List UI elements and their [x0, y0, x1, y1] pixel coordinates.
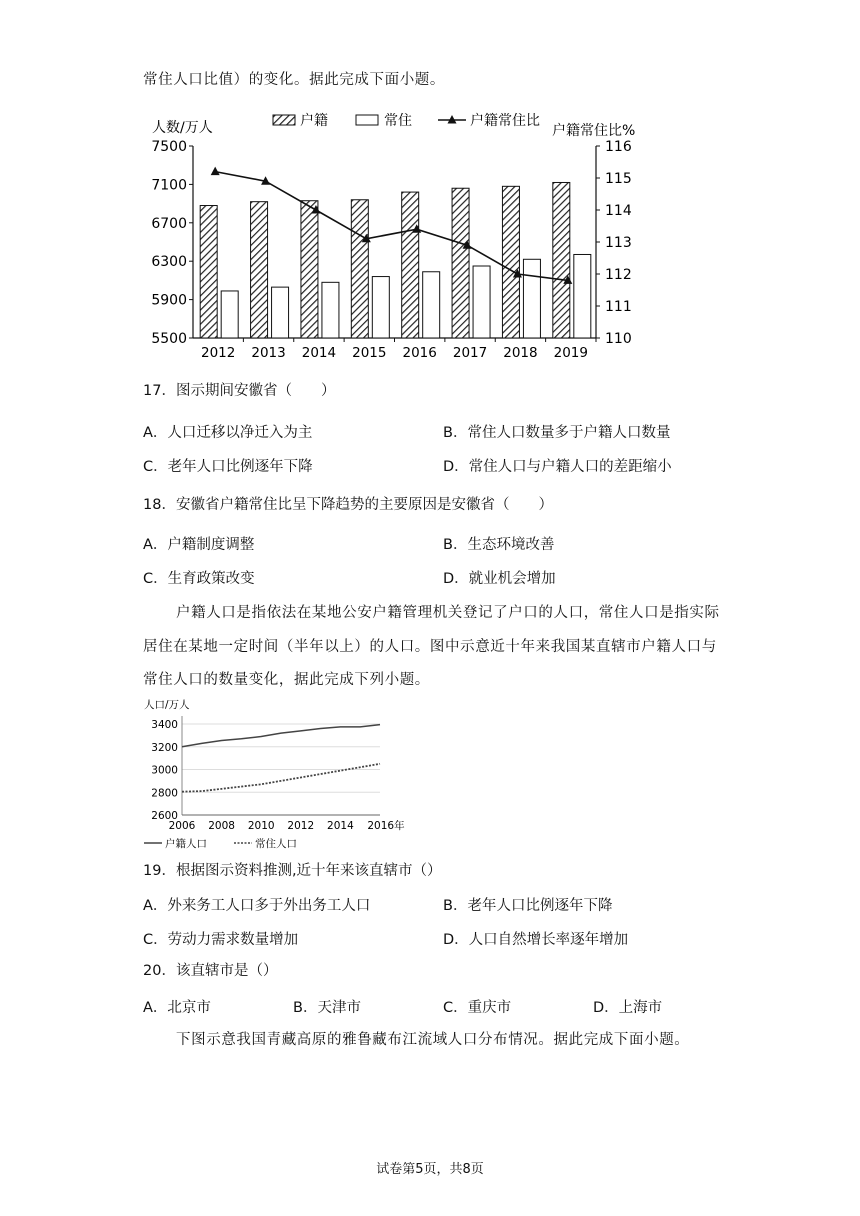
- huji-bar: [251, 202, 268, 338]
- intro-text: 常住人口比值）的变化。据此完成下面小题。: [143, 72, 445, 88]
- legend-huji-swatch: [273, 115, 295, 125]
- y-right-tick-label: 116: [605, 139, 632, 155]
- passage3-text: 下图示意我国青藏高原的雅鲁藏布江流域人口分布情况。据此完成下面小题。: [176, 1032, 690, 1048]
- huji-bar: [502, 186, 519, 338]
- changzhu-bar: [372, 277, 389, 338]
- y-tick-label: 3000: [151, 764, 178, 777]
- y-tick-label: 3200: [151, 741, 178, 754]
- x-tick-label: 2012: [287, 820, 315, 832]
- y-right-tick-label: 112: [605, 267, 632, 283]
- changzhu-bar: [322, 282, 339, 338]
- q19-option-c[interactable]: C．劳动力需求数量增加: [143, 932, 299, 948]
- x-tick-label: 2008: [208, 820, 235, 832]
- x-tick-label: 2019: [553, 345, 588, 361]
- y-right-tick-label: 113: [605, 235, 632, 251]
- x-tick-label: 2014: [327, 820, 354, 832]
- x-tick-label: 2015: [352, 345, 387, 361]
- huji-line: [182, 725, 380, 747]
- y-left-axis-title: 人数/万人: [152, 120, 213, 136]
- changzhu-bar: [574, 254, 591, 338]
- y-right-tick-label: 115: [605, 171, 632, 187]
- y-left-tick-label: 6700: [151, 215, 187, 232]
- legend-ratio-label: 户籍常住比: [470, 113, 540, 129]
- q18-stem: 18．安徽省户籍常住比呈下降趋势的主要原因是安徽省（ ）: [143, 497, 553, 513]
- y-left-tick-label: 7100: [151, 177, 187, 194]
- q18-option-b[interactable]: B．生态环境改善: [443, 537, 555, 553]
- x-tick-label: 2014: [301, 345, 337, 361]
- changzhu-bar: [423, 272, 440, 338]
- q20-option-c[interactable]: C．重庆市: [443, 1000, 512, 1016]
- y-tick-label: 2800: [151, 787, 178, 800]
- x-tick-label: 2017: [452, 345, 488, 361]
- legend-huji-label: 户籍: [300, 113, 328, 129]
- x-tick-label: 2010: [247, 820, 275, 832]
- y-left-tick-label: 6300: [151, 254, 187, 271]
- q17-option-d[interactable]: D．常住人口与户籍人口的差距缩小: [443, 459, 672, 475]
- passage2-line1: 户籍人口是指依法在某地公安户籍管理机关登记了户口的人口，常住人口是指实际: [176, 605, 720, 621]
- y-right-tick-label: 114: [605, 203, 632, 219]
- passage2-line2: 居住在某地一定时间（半年以上）的人口。图中示意近十年来我国某直辖市户籍人口与: [143, 639, 717, 655]
- x-tick-label: 2012: [201, 345, 236, 361]
- changzhu-bar: [473, 266, 490, 338]
- y-tick-label: 2600: [151, 810, 178, 822]
- changzhu-bar: [523, 259, 540, 338]
- q17-stem: 17．图示期间安徽省（ ）: [143, 383, 336, 399]
- changzhu-bar: [221, 291, 238, 338]
- q19-option-b[interactable]: B．老年人口比例逐年下降: [443, 898, 613, 914]
- q18-option-c[interactable]: C．生育政策改变: [143, 571, 255, 587]
- huji-bar: [200, 206, 217, 338]
- municipality-population-chart: [140, 697, 410, 853]
- q17-option-a[interactable]: A．人口迁移以净迁入为主: [143, 425, 313, 441]
- q18-option-d[interactable]: D．就业机会增加: [443, 571, 556, 587]
- legend-changzhu-label: 常住: [384, 113, 412, 129]
- passage2-line3: 常住人口的数量变化，据此完成下列小题。: [143, 672, 430, 688]
- q19-option-d[interactable]: D．人口自然增长率逐年增加: [443, 932, 629, 948]
- q20-option-d[interactable]: D．上海市: [593, 1000, 663, 1016]
- x-tick-label: 2006: [168, 820, 196, 832]
- q20-option-a[interactable]: A．北京市: [143, 1000, 211, 1016]
- q20-stem: 20．该直辖市是（）: [143, 963, 278, 979]
- huji-bar: [402, 192, 419, 338]
- huji-bar: [452, 188, 469, 338]
- y-left-tick-label: 5900: [151, 292, 187, 309]
- q20-option-b[interactable]: B．天津市: [293, 1000, 361, 1016]
- q19-stem: 19．根据图示资料推测,近十年来该直辖市（）: [143, 863, 442, 879]
- x-tick-label: 2016: [402, 345, 437, 361]
- huji-bar: [351, 200, 368, 338]
- huji-bar: [553, 182, 570, 338]
- anhui-population-chart: [140, 108, 640, 370]
- changzhu-bar: [272, 287, 289, 338]
- q18-option-a[interactable]: A．户籍制度调整: [143, 537, 255, 553]
- y-tick-label: 3400: [151, 719, 178, 731]
- q17-option-b[interactable]: B．常住人口数量多于户籍人口数量: [443, 425, 671, 441]
- huji-bar: [301, 201, 318, 338]
- page-footer: 试卷第5页，共8页: [376, 1162, 484, 1177]
- y-left-tick-label: 5500: [151, 331, 187, 347]
- legend-changzhu-label: 常住人口: [255, 838, 297, 850]
- y-right-tick-label: 111: [605, 299, 632, 315]
- legend-changzhu-swatch: [356, 115, 378, 125]
- legend-huji-label: 户籍人口: [165, 838, 207, 850]
- q19-option-a[interactable]: A．外来务工人口多于外出务工人口: [143, 898, 371, 914]
- x-tick-label: 2016年: [367, 820, 405, 832]
- ratio-point: [211, 167, 220, 176]
- y-axis-title: 人口/万人: [144, 699, 190, 711]
- q17-option-c[interactable]: C．老年人口比例逐年下降: [143, 459, 313, 475]
- y-right-axis-title: 户籍常住比%: [552, 123, 636, 139]
- changzhu-line: [182, 764, 380, 792]
- y-right-tick-label: 110: [605, 331, 632, 347]
- x-tick-label: 2018: [503, 345, 538, 361]
- x-tick-label: 2013: [251, 345, 286, 361]
- y-left-tick-label: 7500: [151, 139, 187, 155]
